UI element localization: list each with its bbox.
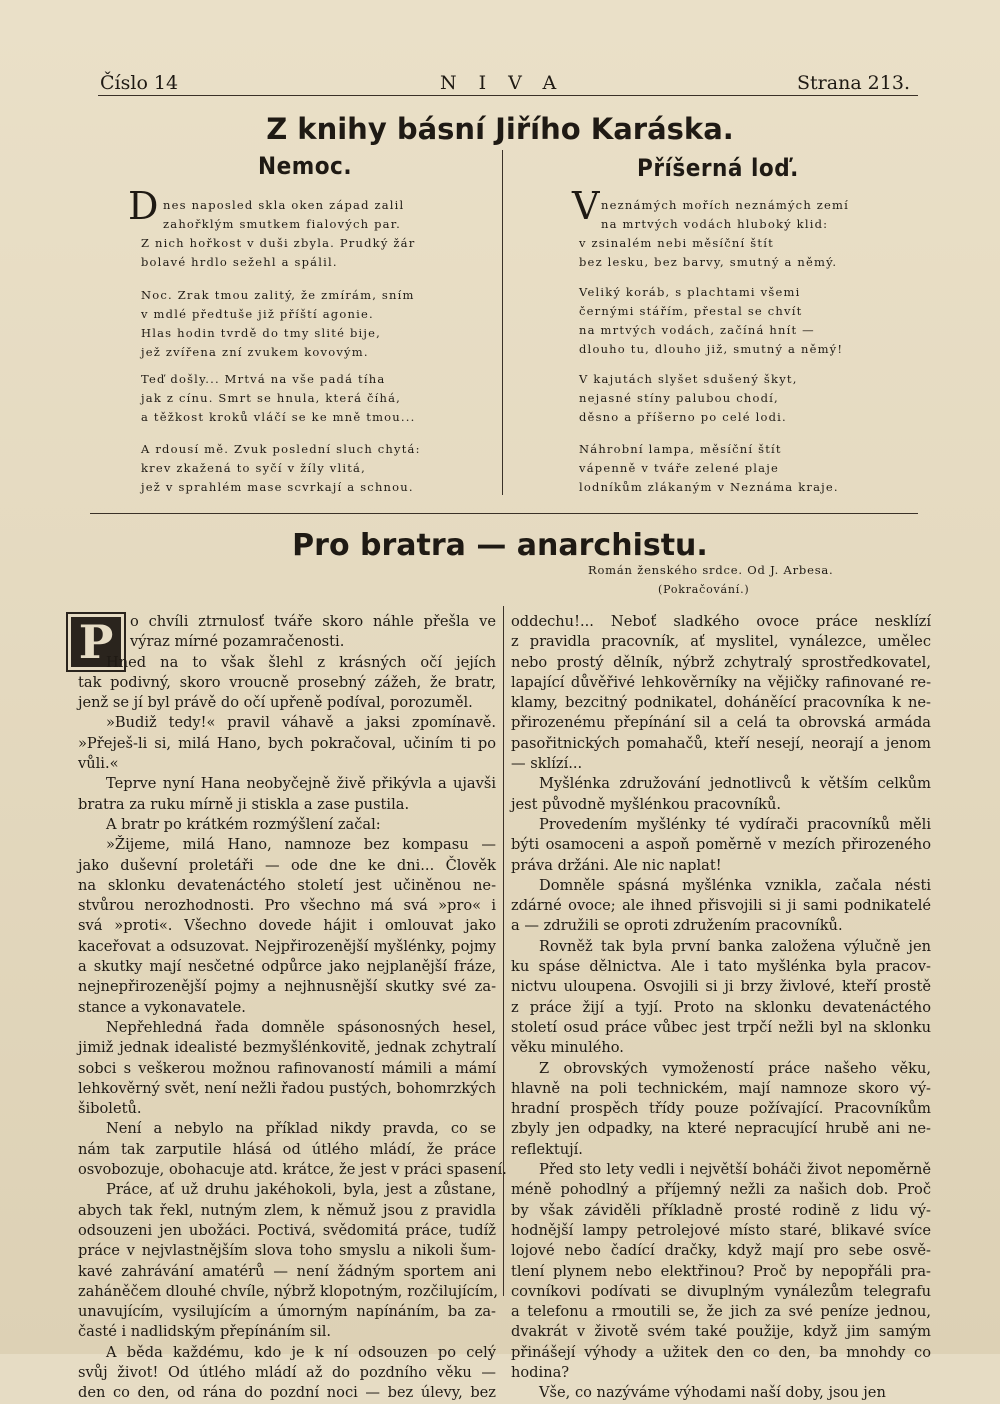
text-line: nejnepřirozenější pojmy a nejhnusnější skutky své za- [78,978,496,996]
text-line: z pravidla pracovník, ať myslitel, vynálezce, umělec [511,633,931,651]
text-line: býti osamoceni a aspoň poměrně v mezích přirozeného [511,836,931,854]
poem-line: A rdousí mě. Zvuk poslední sluch chytá: [141,442,421,456]
text-line: den co den, od rána do pozdní noci — bez úlevy, bez [78,1384,496,1402]
section-rule [90,513,918,514]
poem-line: černými stářím, přestal se chvít [579,304,803,318]
text-line: zaháněčem dlouhé chvíle, nýbrž klopotným, rozčilujícím, [78,1282,498,1300]
poem-right-title: Příšerná loď. [637,154,799,182]
poem-line: Teď došly... Mrtvá na vše padá tíha [141,372,386,386]
poem-line: jež v sprahlém mase scvrkají a schnou. [141,480,414,494]
poem-line: Veliký koráb, s plachtami všemi [579,285,801,299]
text-line: o chvíli ztrnulosť tváře skoro náhle přešla ve [130,613,496,630]
poem-line: a těžkost kroků vláčí se ke mně tmou... [141,410,416,424]
text-line: Před sto lety vedli i největší boháči život nepoměrně [539,1161,931,1179]
text-line: století osud práce vůbec jest trpčí nežli byl na sklonku [511,1018,931,1036]
text-line: nám tak zarputile hlásá od útlého mládí, že práce [78,1140,496,1158]
section-title: Z knihy básní Jiřího Karáska. [266,112,734,146]
text-line: dvakrát v životě svém také použije, když jim samým [511,1323,931,1341]
poem-line: vápenně v tváře zelené plaje [579,461,779,475]
text-line: a — združili se oproti združením pracovníků. [511,917,843,935]
poem-stanza [141,196,415,272]
text-line: přinášejí výhody a užitek den co den, ba mnohdy co [511,1343,931,1361]
text-line: Teprve nyní Hana neobyčejně živě přikývla a ujavši [106,775,496,793]
text-line: klamy, bezcitný podnikatel, doháněící pracovníka k ne- [511,694,931,712]
text-line: jimiž jednak idealisté bezmyšlénkovitě, jednak zchytralí [78,1039,496,1057]
text-line: vůli.« [78,755,119,773]
text-line: zbyly jen odpadky, na které nepracující hrubě ani ne- [511,1120,931,1138]
text-line: kavé zahrávání amatérů — není žádným sportem ani [78,1262,496,1280]
text-line: Vše, co nazýváme výhodami naší doby, jsou jen [539,1384,886,1402]
text-line: Práce, ať už druhu jakéhokoli, byla, jest a zůstane, [106,1181,496,1199]
poem-stanza [579,370,798,427]
poem-line: V kajutách slyšet sdušený škyt, [579,372,798,386]
text-line: věku minulého. [511,1039,624,1057]
text-line: kaceřovat a odsuzovat. Nejpřirozenější myšlénky, pojmy [78,937,496,955]
text-line: práce v nejvlastnějším slova toho smyslu a nikoli šum- [78,1242,496,1260]
text-line: lehkověrný svět, není nežli řadou pustých, bohomrzkých [78,1079,496,1097]
text-line: hodina? [511,1363,570,1381]
drop-cap-initial: P [66,612,126,672]
text-line: by však záviděli příkladně prosté rodině z lidu vý- [511,1201,931,1219]
text-line: »Budiž tedy!« pravil váhavě a jaksi zpomínavě. [106,714,496,732]
poem-stanza [579,283,843,359]
novel-continued: (Pokračování.) [658,583,750,596]
text-line: šiboletů. [78,1100,142,1118]
text-line: hodnější lampy petrolejové místo staré, blikavé svíce [511,1221,931,1239]
poem-stanza [141,370,415,427]
text-line: covníkovi podívati se divuplným vynálezům telegrafu [511,1282,931,1300]
text-column-right [511,612,931,1404]
poem-stanza [141,440,421,497]
poem-line: na mrtvých vodách hluboký klid: [601,217,829,231]
header-rule [98,95,918,96]
novel-title: Pro bratra — anarchistu. [292,528,708,563]
poem-line: Z nich hořkost v duši zbyla. Prudký žár [141,236,416,250]
text-line: Z obrovských vymožeností práce našeho věku, [539,1059,931,1077]
text-line: unavujícím, vysilujícím a úmorným napínáním, ba za- [78,1303,496,1321]
poem-line: v zsinalém nebi měsíční štít [579,236,774,250]
text-line: přirozenému přepínání sil a celá ta obrovská armáda [511,714,931,732]
poem-line: v mdlé předtuše již příští agonie. [141,307,374,321]
text-line: — sklízí... [511,755,583,773]
text-line: nictvu uloupena. Osvojili si ji brzy živlové, kteří prostě [511,978,931,996]
text-line: tak podivný, skoro vroucně prosebný zážeh, že bratr, [78,673,496,691]
poem-left-title: Nemoc. [258,152,353,180]
novel-subtitle: Román ženského srdce. Od J. Arbesa. [588,563,834,577]
poem-line: Náhrobní lampa, měsíční štít [579,442,782,456]
poem-line: bolavé hrdlo sežehl a spálil. [141,255,338,269]
text-line: lojové nebo čadící dračky, když mají pro sebe osvě- [511,1242,931,1260]
text-line: A běda každému, kdo je k ní odsouzen po celý [106,1343,496,1361]
text-line: nebo prostý dělník, nýbrž zchytralý sprostředkovatel, [511,653,931,671]
text-line: z práce žijí a tyjí. Proto na sklonku devatenáctého [511,998,931,1016]
text-line: svůj život! Od útlého mládí až do pozdního věku — [78,1363,496,1381]
text-line: oddechu!... Neboť sladkého ovoce práce nesklízí [511,613,931,630]
page-number: Strana 213. [797,72,910,94]
text-line: ku spáse dělnictva. Ale i tato myšlénka byla pracov- [511,958,931,976]
text-line: hradní prospěch třídy pouze požívající. Pracovníkům [511,1100,931,1118]
poem-line: bez lesku, bez barvy, smutný a němý. [579,255,838,269]
issue-number: Číslo 14 [100,72,179,94]
text-line: zdárné ovoce; ale ihned přisvojili si ji sami podnikatelé [511,897,931,915]
text-line: Nepřehledná řada domněle spásonosných hesel, [106,1018,496,1036]
poem-line: lodníkům zlákaným v Neznáma kraje. [579,480,839,494]
text-line: jest původně myšlénkou pracovníků. [511,795,782,813]
text-line: lapající důvěřivé lehkověrníky na vějičky rafinované re- [511,673,931,691]
text-line: hlavně na poli technickém, mají namnoze skoro vý- [511,1079,931,1097]
poem-line: dlouho tu, dlouho již, smutný a němý! [579,342,844,356]
text-line: stance a vykonavatele. [78,998,246,1016]
text-line: reflektují. [511,1140,583,1158]
poem-left-initial: D [128,184,159,228]
poem-line: neznámých mořích neznámých zemí [601,198,850,212]
text-line: Provedením myšlénky té vydírači pracovníků měli [539,815,931,833]
poem-stanza [141,286,415,362]
text-line: pasořitnických pomahačů, kteří nesejí, neorají a jenom [511,734,931,752]
text-line: na sklonku devatenáctého století jest učiněnou ne- [78,876,496,894]
text-line: sobci s veškerou možnou rafinovaností mámili a mámí [78,1059,496,1077]
poem-line: krev zkažená to syčí v žíly vlitá, [141,461,366,475]
journal-name: NIVA [440,72,579,94]
column-divider-2 [503,606,504,1296]
text-line: odsouzeni jen ubožáci. Poctivá, svědomitá práce, tudíž [78,1221,496,1239]
poem-line: jak z cínu. Smrt se hnula, která číhá, [141,391,402,405]
text-line: stvůrou nerozhodnosti. Pro všechno má svá »pro« i [78,897,496,915]
text-line: výraz mírné pozamračenosti. [130,633,345,651]
text-line: Není a nebylo na příklad nikdy pravda, co se [106,1120,496,1138]
text-line: jako duševní proletáři — ode dne ke dni... Člověk [78,856,496,874]
text-line: a telefonu a rmoutili se, že jich za své peníze jednou, [511,1303,931,1321]
text-line: méně pohodlný a příjemný nežli za našich dob. Proč [511,1181,931,1199]
text-column-left [78,612,507,1404]
text-line: osvobozuje, obohacuje atd. krátce, že jest v práci spasení. [78,1161,507,1179]
page-header [100,68,910,98]
poem-line: nejasné stíny palubou chodí, [579,391,779,405]
poem-line: jež zvířena zní zvukem kovovým. [141,345,369,359]
text-line: Myšlénka združování jednotlivců k větším celkům [539,775,931,793]
text-line: Domněle spásná myšlénka vznikla, začala nésti [539,876,931,894]
text-line: svá »proti«. Všechno dovede hájit i omlouvat jako [78,917,496,935]
text-line: A bratr po krátkém rozmýšlení začal: [106,815,381,833]
text-line: časté i nadlidským přepínáním sil. [78,1323,332,1341]
text-line: »Žijeme, milá Hano, namnoze bez kompasu — [106,836,496,854]
text-line: Rovněž tak byla první banka založena výlučně jen [539,937,931,955]
poem-line: na mrtvých vodách, začíná hnít — [579,323,815,337]
text-line: tlení plynem nebo elektřinou? Proč by nepopřáli pra- [511,1262,931,1280]
poem-line: Hlas hodin tvrdě do tmy slité bije, [141,326,382,340]
poem-line: zahořklým smutkem fialových par. [163,217,402,231]
text-line: a skutky mají nesčetné odpůrce jako nejplanější fráze, [78,958,496,976]
column-divider [502,150,503,495]
poem-right-initial: V [572,184,600,228]
text-line: abych tak řekl, nutným zlem, k němuž jsou z pravidla [78,1201,496,1219]
text-line: Hned na to však šlehl z krásných očí jejích [106,653,496,671]
poem-stanza [579,196,849,272]
text-line: »Přeješ-li si, milá Hano, bych pokračoval, učiním ti po [78,734,496,752]
text-line: jenž se jí byl právě do očí upřeně podíval, porozuměl. [78,694,473,712]
poem-line: nes naposled skla oken západ zalil [163,198,405,212]
poem-stanza [579,440,839,497]
text-line: práva držáni. Ale nic naplat! [511,856,722,874]
poem-line: Noc. Zrak tmou zalitý, že zmírám, sním [141,288,415,302]
poem-line: děsno a příšerno po celé lodi. [579,410,787,424]
text-line: bratra za ruku mírně ji stiskla a zase pustila. [78,795,410,813]
